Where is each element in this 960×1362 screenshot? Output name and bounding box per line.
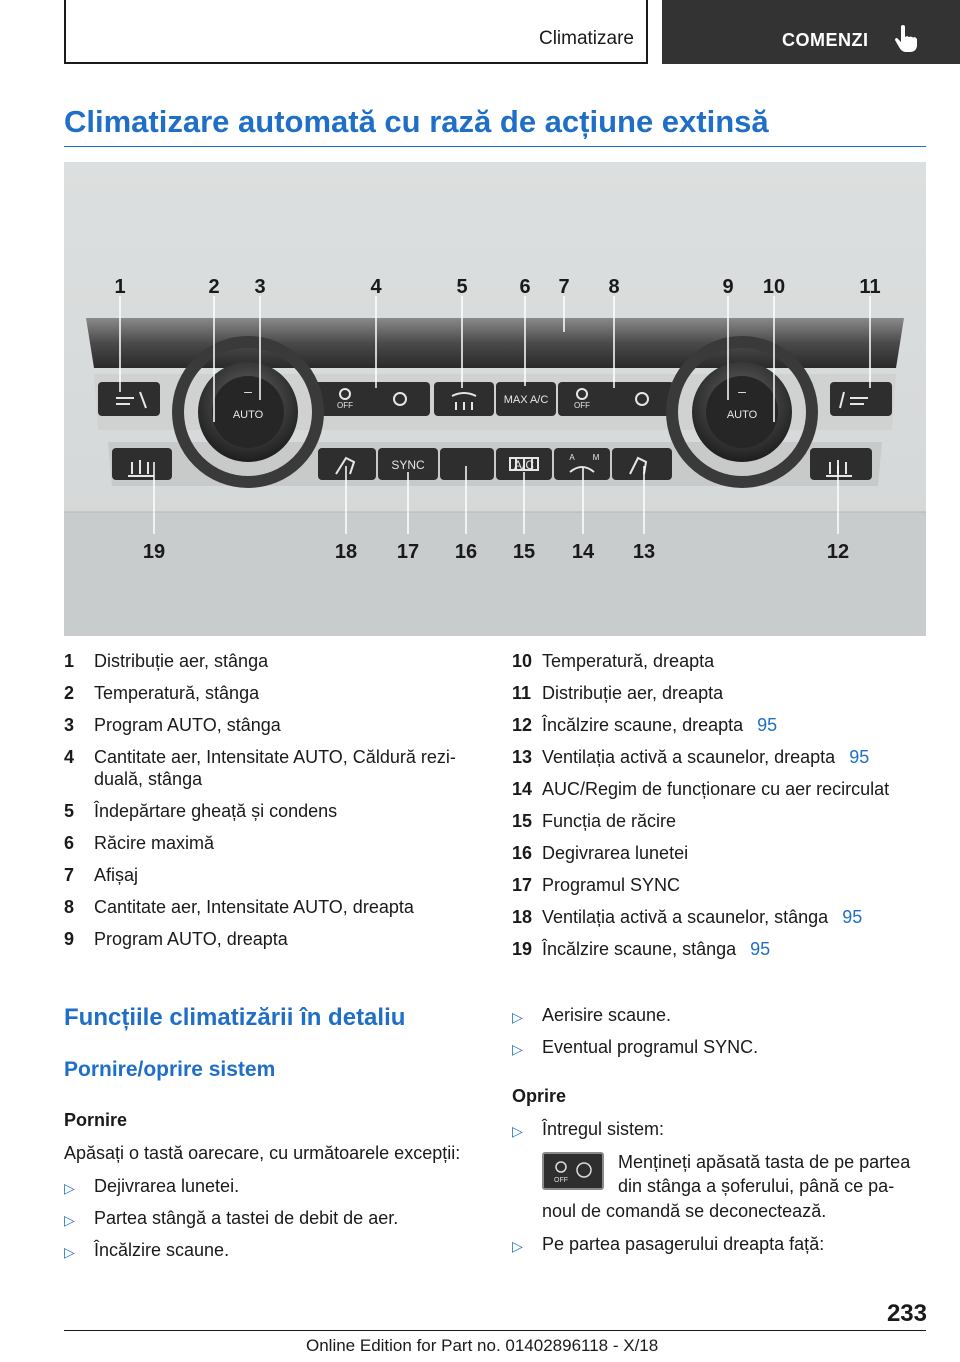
legend-right-list [512,650,932,970]
title-divider [64,146,926,147]
callout-3: 3 [254,276,266,298]
page-title: Climatizare automată cu rază de acțiune extinsă [64,104,769,139]
fan-off-icon [544,1154,602,1188]
list-item: ▷ Partea stângă a tastei de debit de aer. [64,1206,484,1230]
triangle-bullet-icon: ▷ [512,1238,523,1254]
legend-item: 2 Temperatură, stânga [64,683,260,703]
callout-12: 12 [826,541,850,563]
header-section-title: Climatizare [538,28,634,49]
pornire-heading: Pornire [64,1110,128,1130]
left-knob-minus-label: – [244,383,252,399]
page-ref-link[interactable]: 95 [757,715,778,735]
triangle-bullet-icon: ▷ [512,1123,523,1139]
callout-17: 17 [396,541,420,563]
right-bullets [512,1003,932,1067]
triangle-bullet-icon: ▷ [64,1212,75,1228]
auc-m-label: M [592,453,600,462]
page-number: 233 [886,1300,927,1327]
auc-a-label: A [569,453,575,462]
callout-8: 8 [608,276,620,298]
header-section-box [64,0,648,64]
oprire-text-2: din stânga a șoferului, până ce pa- [618,1176,895,1196]
header-chapter-title: COMENZI [782,30,869,50]
triangle-bullet-icon: ▷ [64,1180,75,1196]
legend-item: 5 Îndepărtare gheață și condens [64,801,338,821]
callout-16: 16 [454,541,478,563]
list-item: ▷ Eventual programul SYNC. [512,1035,932,1059]
list-item: ▷ Pe partea pasagerului dreapta față: [512,1232,932,1256]
legend-item: 3 Program AUTO, stânga [64,715,281,735]
left-fan-off-label: OFF [337,401,353,410]
page-ref-link[interactable]: 95 [750,939,771,959]
legend-item: 11 Distribuție aer, dreapta [512,683,724,703]
callout-18: 18 [334,541,358,563]
max-ac-label: MAX A/C [503,394,549,406]
left-knob-auto-label: AUTO [232,409,264,421]
legend-item: 6 Răcire maximă [64,833,215,853]
oprire-heading: Oprire [512,1086,567,1106]
list-item: ▷ Întregul sistem: [512,1117,932,1141]
fan-off-button-image [542,1152,604,1190]
legend-item: 13 Ventilația activă a scaunelor, dreapta 95 [512,747,870,767]
pornire-bullets [64,1174,484,1270]
section-heading: Funcțiile climatizării în detaliu [64,1004,406,1031]
oprire-text-1: Mențineți apăsată tasta de pe partea [618,1152,911,1172]
ac-label: A/C [513,458,535,472]
right-knob-auto-label: AUTO [726,409,758,421]
callout-6: 6 [519,276,531,298]
list-item: ▷ Încălzire scaune. [64,1238,484,1262]
climate-panel-illustration [64,162,926,636]
triangle-bullet-icon: ▷ [512,1041,523,1057]
footer-divider [64,1330,926,1331]
legend-item: 15 Funcția de răcire [512,811,677,831]
page-ref-link[interactable]: 95 [842,907,863,927]
footer-edition: Online Edition for Part no. 01402896118 - X/18 [306,1336,659,1355]
callout-7: 7 [558,276,570,298]
sync-label: SYNC [391,458,425,472]
page-ref-link[interactable]: 95 [849,747,870,767]
oprire-bullet-1 [512,1117,932,1149]
callout-11: 11 [859,276,881,298]
callout-2: 2 [208,276,220,298]
callout-19: 19 [142,541,166,563]
legend-item: 10 Temperatură, dreapta [512,651,715,671]
legend-item: 17 Programul SYNC [512,875,681,895]
legend-item: 19 Încălzire scaune, stânga 95 [512,939,771,959]
list-item: ▷ Aerisire scaune. [512,1003,932,1027]
pornire-text: Apăsați o tastă oarecare, cu următoarele excepții: [64,1143,461,1163]
callout-13: 13 [632,541,656,563]
legend-item: 18 Ventilația activă a scaunelor, stânga 95 [512,907,863,927]
callout-10: 10 [762,276,786,298]
legend-left-list [64,650,484,960]
header-chapter-box [662,0,960,64]
legend-item: 12 Încălzire scaune, dreapta 95 [512,715,778,735]
legend-item: 4 Cantitate aer, Intensitate AUTO, Căldură rezi- duală, stânga [64,747,456,789]
triangle-bullet-icon: ▷ [64,1244,75,1260]
callout-1: 1 [114,276,126,298]
oprire-bullet-2 [512,1232,932,1264]
callout-14: 14 [571,541,595,563]
legend-item: 14 AUC/Regim de funcționare cu aer recirculat [512,779,890,799]
right-fan-off-label: OFF [574,401,590,410]
subsection-heading: Pornire/oprire sistem [64,1058,276,1081]
legend-item: 9 Program AUTO, dreapta [64,929,288,949]
callout-15: 15 [512,541,536,563]
callout-9: 9 [722,276,734,298]
legend-item: 1 Distribuție aer, stânga [64,651,269,671]
list-item: ▷ Dejivrarea lunetei. [64,1174,484,1198]
hand-pointer-icon [894,24,920,54]
legend-item: 8 Cantitate aer, Intensitate AUTO, dreapta [64,897,414,917]
legend-item: 16 Degivrarea lunetei [512,843,689,863]
callout-4: 4 [370,276,382,298]
triangle-bullet-icon: ▷ [512,1009,523,1025]
oprire-text-3: noul de comandă se deconectează. [542,1201,827,1221]
svg-text:OFF: OFF [554,1177,568,1184]
right-knob-minus-label: – [738,383,746,399]
climate-control-panel-photo [64,162,926,636]
callout-5: 5 [456,276,468,298]
legend-item: 7 Afișaj [64,865,139,885]
